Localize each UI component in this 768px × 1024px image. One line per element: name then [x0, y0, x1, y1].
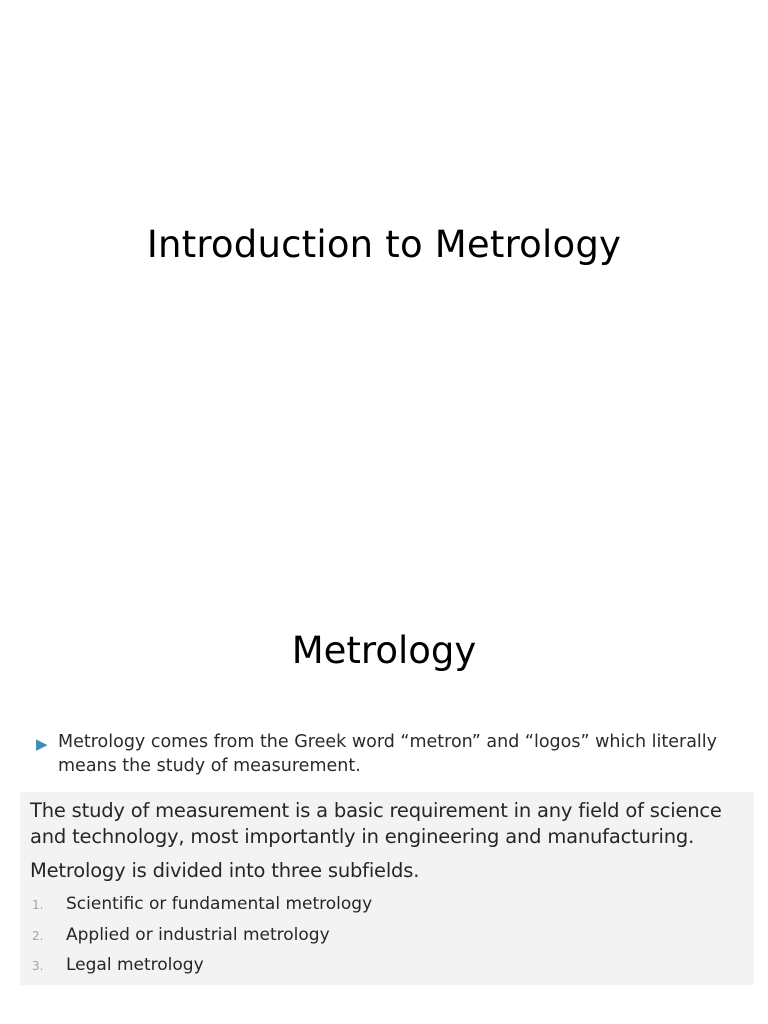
slide-title: Introduction to Metrology — [146, 223, 622, 266]
slide-metrology — [0, 576, 768, 1024]
list-item-text: Legal metrology — [66, 955, 204, 975]
bullet-text: Metrology comes from the Greek word “metron” and “logos” which literally means the study of measurement. — [58, 732, 718, 776]
triangle-right-bullet-icon: ▶ — [36, 735, 48, 753]
list-number: 2. — [32, 928, 44, 943]
list-item — [32, 923, 372, 954]
excerpt-image — [20, 792, 754, 985]
excerpt-paragraph: The study of measurement is a basic requirement in any field of science and technology, most importantly in engineering and manufacturing. — [30, 799, 722, 848]
excerpt-intro: Metrology is divided into three subfields. — [30, 859, 420, 882]
list-item-text: Applied or industrial metrology — [66, 924, 330, 945]
slide-heading: Metrology — [291, 629, 477, 672]
list-number: 1. — [32, 898, 44, 912]
list-item — [32, 953, 372, 984]
subfield-list — [32, 892, 372, 984]
list-item — [32, 892, 372, 923]
list-item-text: Scientific or fundamental metrology — [66, 894, 373, 914]
list-number: 3. — [32, 959, 44, 973]
bullet-item — [36, 730, 736, 778]
